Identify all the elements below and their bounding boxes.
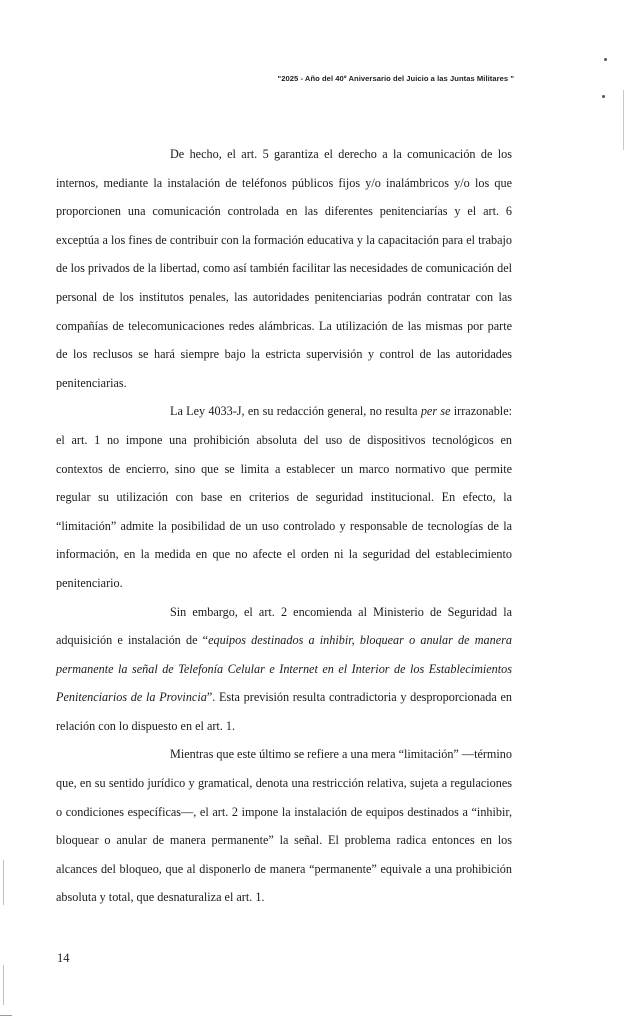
italic-text-segment: per se — [420, 404, 451, 419]
text-segment: ”. Esta previsión resulta contradictoria y desproporcionada en relación con lo dispuesto en el art. 1. — [56, 690, 512, 733]
text-segment: De hecho, el art. 5 garantiza el derecho a la comunicación de los internos, mediante la instalación de teléfonos públicos fijos y/o inalámbricos y/o los que proporcionen una comunicación controlada en las diferentes penitenciarías y el art. 6 exceptúa a los fines de contribuir con la formación educativa y la capacitación para el trabajo de los privados de la libertad, como así también facilitar las necesidades de comunicación del personal de los institutos penales, las autoridades penitenciarias podrán contratar con las compañías de telecomunicaciones redes alámbricas. La utilización de las mismas por parte de los reclusos se hará siempre bajo la estricta supervisión y control de las autoridades penitenciarias. — [56, 147, 512, 390]
page-number: 14 — [57, 951, 70, 965]
paragraph — [56, 598, 512, 741]
scan-margin-mark — [3, 860, 4, 905]
text-segment: Sin embargo, el art. 2 encomienda al Ministerio de Seguridad la adquisición e instalación de “ — [56, 604, 512, 648]
paragraph — [56, 140, 512, 397]
scan-speck — [602, 95, 605, 98]
scan-speck — [604, 58, 607, 61]
scan-margin-mark — [3, 965, 4, 1005]
scan-edge-line — [623, 90, 624, 150]
scan-margin-mark — [0, 1015, 12, 1016]
italic-text-segment: equipos destinados a inhibir, bloquear o anular de manera permanente la señal de Telefonía Celular e Internet en el Interior de los Establecimientos Penitenciarios de la Provincia — [56, 633, 512, 705]
document-body — [56, 140, 512, 912]
text-segment: Mientras que este último se refiere a una mera “limitación” —término que, en su sentido jurídico y gramatical, denota una restricción relativa, sujeta a regulaciones o condiciones específicas—, el art. 2 impone la instalación de equipos destinados a “inhibir, bloquear o anular de manera permanente” la señal. El problema radica entonces en los alcances del bloqueo, que al disponerlo de manera “permanente” equivale a una prohibición absoluta y total, que desnaturaliza el art. 1. — [56, 747, 512, 905]
paragraph — [56, 397, 512, 597]
text-segment: irrazonable: el art. 1 no impone una prohibición absoluta del uso de dispositivos tecnológicos en contextos de encierro, sino que se limita a establecer un marco normativo que permite regular su utilización con base en criterios de seguridad institucional. En efecto, la “limitación” admite la posibilidad de un uso controlado y responsable de tecnologías de la información, en la medida en que no afecte el orden ni la seguridad del establecimiento penitenciario. — [56, 404, 512, 590]
paragraph — [56, 740, 512, 912]
text-segment: La Ley 4033-J, en su redacción general, no resulta — [170, 404, 421, 419]
page-header: "2025 - Año del 40º Aniversario del Juicio a las Juntas Militares " — [277, 74, 514, 83]
